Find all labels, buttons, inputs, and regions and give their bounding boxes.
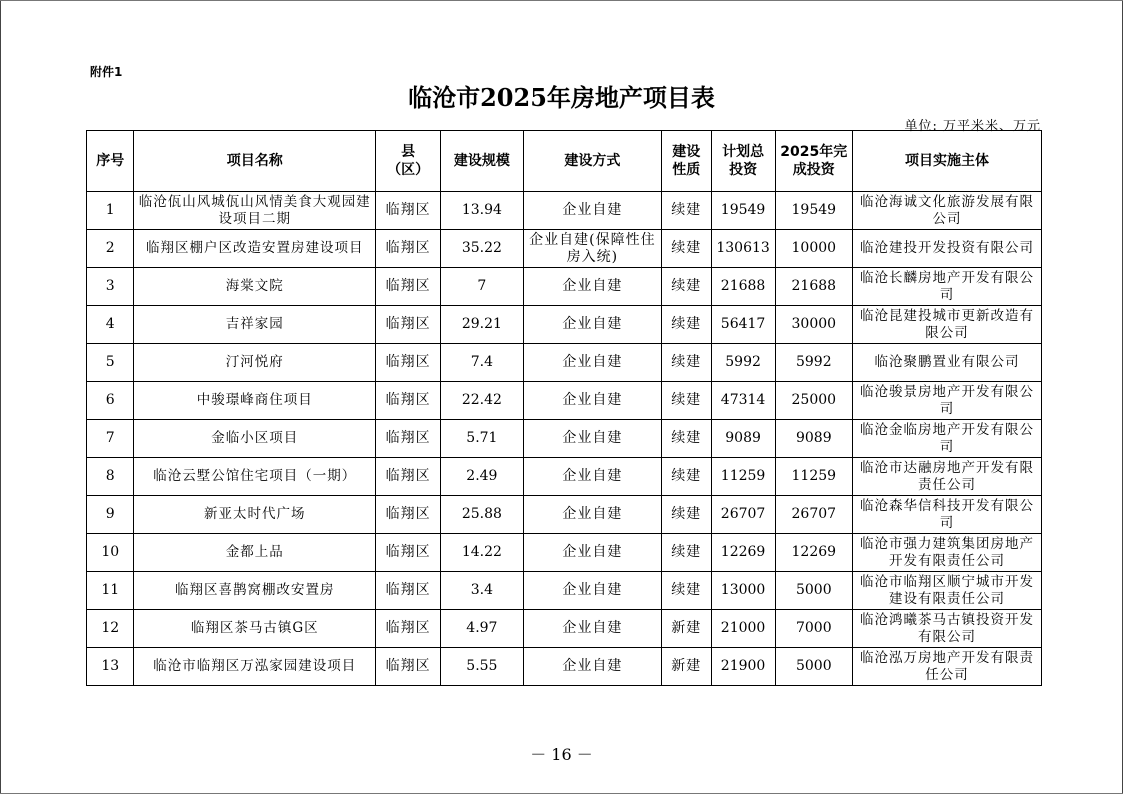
cell-entity: 临沧海诚文化旅游发展有限公司 [853, 192, 1042, 230]
cell-county: 临翔区 [376, 382, 441, 420]
header-done-line1: 2025年完 [780, 144, 848, 160]
cell-method: 企业自建 [523, 192, 661, 230]
cell-name: 临沧云墅公馆住宅项目（一期） [134, 458, 376, 496]
cell-scale: 3.4 [441, 572, 524, 610]
cell-name: 中骏璟峰商住项目 [134, 382, 376, 420]
cell-name: 金临小区项目 [134, 420, 376, 458]
cell-scale: 7 [441, 268, 524, 306]
cell-seq: 2 [87, 230, 134, 268]
cell-done: 10000 [775, 230, 852, 268]
cell-entity: 临沧金临房地产开发有限公司 [853, 420, 1042, 458]
cell-nature: 新建 [662, 648, 712, 686]
cell-name: 临翔区喜鹊窝棚改安置房 [134, 572, 376, 610]
cell-done: 9089 [775, 420, 852, 458]
cell-method: 企业自建 [523, 268, 661, 306]
header-county-line1: 县 [401, 144, 416, 160]
cell-seq: 5 [87, 344, 134, 382]
table-row [87, 420, 1042, 458]
header-entity: 项目实施主体 [853, 131, 1042, 192]
table-row [87, 572, 1042, 610]
cell-name: 吉祥家园 [134, 306, 376, 344]
header-nature [662, 131, 712, 192]
cell-name: 金都上品 [134, 534, 376, 572]
cell-plan: 12269 [711, 534, 775, 572]
header-plan-line1: 计划总 [722, 144, 765, 160]
cell-name: 新亚太时代广场 [134, 496, 376, 534]
cell-county: 临翔区 [376, 230, 441, 268]
table-row [87, 534, 1042, 572]
cell-entity: 临沧森华信科技开发有限公司 [853, 496, 1042, 534]
cell-entity: 临沧骏景房地产开发有限公司 [853, 382, 1042, 420]
cell-seq: 8 [87, 458, 134, 496]
cell-entity: 临沧鸿曦茶马古镇投资开发有限公司 [853, 610, 1042, 648]
header-plan [711, 131, 775, 192]
cell-seq: 3 [87, 268, 134, 306]
cell-method: 企业自建 [523, 610, 661, 648]
table-row [87, 230, 1042, 268]
header-name: 项目名称 [134, 131, 376, 192]
cell-method: 企业自建 [523, 648, 661, 686]
cell-plan: 26707 [711, 496, 775, 534]
cell-method: 企业自建 [523, 534, 661, 572]
cell-plan: 56417 [711, 306, 775, 344]
header-county [376, 131, 441, 192]
cell-county: 临翔区 [376, 306, 441, 344]
cell-scale: 5.71 [441, 420, 524, 458]
cell-seq: 12 [87, 610, 134, 648]
cell-seq: 4 [87, 306, 134, 344]
cell-county: 临翔区 [376, 496, 441, 534]
header-done [775, 131, 852, 192]
cell-done: 5000 [775, 572, 852, 610]
cell-name: 临翔区茶马古镇G区 [134, 610, 376, 648]
cell-county: 临翔区 [376, 268, 441, 306]
cell-scale: 2.49 [441, 458, 524, 496]
cell-done: 21688 [775, 268, 852, 306]
cell-method: 企业自建 [523, 382, 661, 420]
header-method: 建设方式 [523, 131, 661, 192]
cell-entity: 临沧长麟房地产开发有限公司 [853, 268, 1042, 306]
cell-nature: 续建 [662, 344, 712, 382]
header-nature-line2: 性质 [672, 162, 701, 178]
cell-plan: 130613 [711, 230, 775, 268]
attachment-label: 附件1 [90, 65, 123, 79]
cell-method: 企业自建 [523, 306, 661, 344]
cell-method: 企业自建 [523, 420, 661, 458]
table-body [87, 192, 1042, 686]
cell-name: 临沧市临翔区万泓家园建设项目 [134, 648, 376, 686]
cell-done: 19549 [775, 192, 852, 230]
cell-seq: 7 [87, 420, 134, 458]
cell-county: 临翔区 [376, 192, 441, 230]
cell-county: 临翔区 [376, 534, 441, 572]
cell-nature: 续建 [662, 306, 712, 344]
cell-scale: 4.97 [441, 610, 524, 648]
cell-scale: 7.4 [441, 344, 524, 382]
cell-nature: 新建 [662, 610, 712, 648]
header-done-line2: 成投资 [792, 162, 835, 178]
page-border-top [0, 0, 1123, 1]
cell-scale: 14.22 [441, 534, 524, 572]
cell-plan: 13000 [711, 572, 775, 610]
cell-county: 临翔区 [376, 458, 441, 496]
cell-scale: 29.21 [441, 306, 524, 344]
unit-label: 单位: 万平米米、万元 [904, 119, 1041, 134]
page-number: － 16 － [530, 745, 593, 764]
cell-scale: 13.94 [441, 192, 524, 230]
cell-nature: 续建 [662, 572, 712, 610]
cell-entity: 临沧泓万房地产开发有限责任公司 [853, 648, 1042, 686]
cell-name: 临翔区棚户区改造安置房建设项目 [134, 230, 376, 268]
page-border-left [0, 0, 1, 794]
cell-done: 26707 [775, 496, 852, 534]
cell-entity: 临沧建投开发投资有限公司 [853, 230, 1042, 268]
cell-county: 临翔区 [376, 420, 441, 458]
header-row [87, 131, 1042, 192]
cell-seq: 10 [87, 534, 134, 572]
cell-county: 临翔区 [376, 648, 441, 686]
cell-nature: 续建 [662, 496, 712, 534]
cell-plan: 19549 [711, 192, 775, 230]
header-scale: 建设规模 [441, 131, 524, 192]
cell-plan: 11259 [711, 458, 775, 496]
cell-plan: 21688 [711, 268, 775, 306]
document-title: 临沧市2025年房地产项目表 [408, 83, 715, 112]
cell-seq: 11 [87, 572, 134, 610]
cell-name: 海棠文院 [134, 268, 376, 306]
cell-seq: 9 [87, 496, 134, 534]
cell-method: 企业自建 [523, 344, 661, 382]
cell-seq: 6 [87, 382, 134, 420]
cell-done: 11259 [775, 458, 852, 496]
cell-nature: 续建 [662, 268, 712, 306]
header-nature-line1: 建设 [672, 144, 701, 160]
cell-county: 临翔区 [376, 344, 441, 382]
cell-name: 汀河悦府 [134, 344, 376, 382]
cell-scale: 25.88 [441, 496, 524, 534]
cell-plan: 47314 [711, 382, 775, 420]
cell-nature: 续建 [662, 458, 712, 496]
projects-table [86, 130, 1042, 686]
cell-plan: 9089 [711, 420, 775, 458]
cell-plan: 5992 [711, 344, 775, 382]
table-row [87, 458, 1042, 496]
cell-nature: 续建 [662, 192, 712, 230]
cell-entity: 临沧市临翔区顺宁城市开发建设有限责任公司 [853, 572, 1042, 610]
cell-done: 12269 [775, 534, 852, 572]
table-row [87, 382, 1042, 420]
cell-done: 7000 [775, 610, 852, 648]
cell-nature: 续建 [662, 382, 712, 420]
cell-plan: 21900 [711, 648, 775, 686]
cell-seq: 13 [87, 648, 134, 686]
table-row [87, 648, 1042, 686]
cell-county: 临翔区 [376, 572, 441, 610]
cell-scale: 35.22 [441, 230, 524, 268]
cell-entity: 临沧聚鹏置业有限公司 [853, 344, 1042, 382]
cell-scale: 22.42 [441, 382, 524, 420]
cell-done: 5000 [775, 648, 852, 686]
cell-method: 企业自建(保障性住房入统) [523, 230, 661, 268]
cell-done: 30000 [775, 306, 852, 344]
header-county-line2: （区） [387, 162, 430, 178]
cell-nature: 续建 [662, 534, 712, 572]
cell-entity: 临沧昆建投城市更新改造有限公司 [853, 306, 1042, 344]
table-row [87, 344, 1042, 382]
cell-county: 临翔区 [376, 610, 441, 648]
table-row [87, 610, 1042, 648]
cell-method: 企业自建 [523, 496, 661, 534]
cell-entity: 临沧市达融房地产开发有限责任公司 [853, 458, 1042, 496]
table-row [87, 306, 1042, 344]
header-plan-line2: 投资 [729, 162, 758, 178]
cell-nature: 续建 [662, 420, 712, 458]
cell-name: 临沧佤山风城佤山风情美食大观园建设项目二期 [134, 192, 376, 230]
cell-seq: 1 [87, 192, 134, 230]
cell-done: 5992 [775, 344, 852, 382]
table-row [87, 192, 1042, 230]
cell-method: 企业自建 [523, 572, 661, 610]
cell-nature: 续建 [662, 230, 712, 268]
cell-entity: 临沧市强力建筑集团房地产开发有限责任公司 [853, 534, 1042, 572]
cell-plan: 21000 [711, 610, 775, 648]
cell-method: 企业自建 [523, 458, 661, 496]
table-row [87, 268, 1042, 306]
table-row [87, 496, 1042, 534]
header-seq: 序号 [87, 131, 134, 192]
cell-done: 25000 [775, 382, 852, 420]
cell-scale: 5.55 [441, 648, 524, 686]
